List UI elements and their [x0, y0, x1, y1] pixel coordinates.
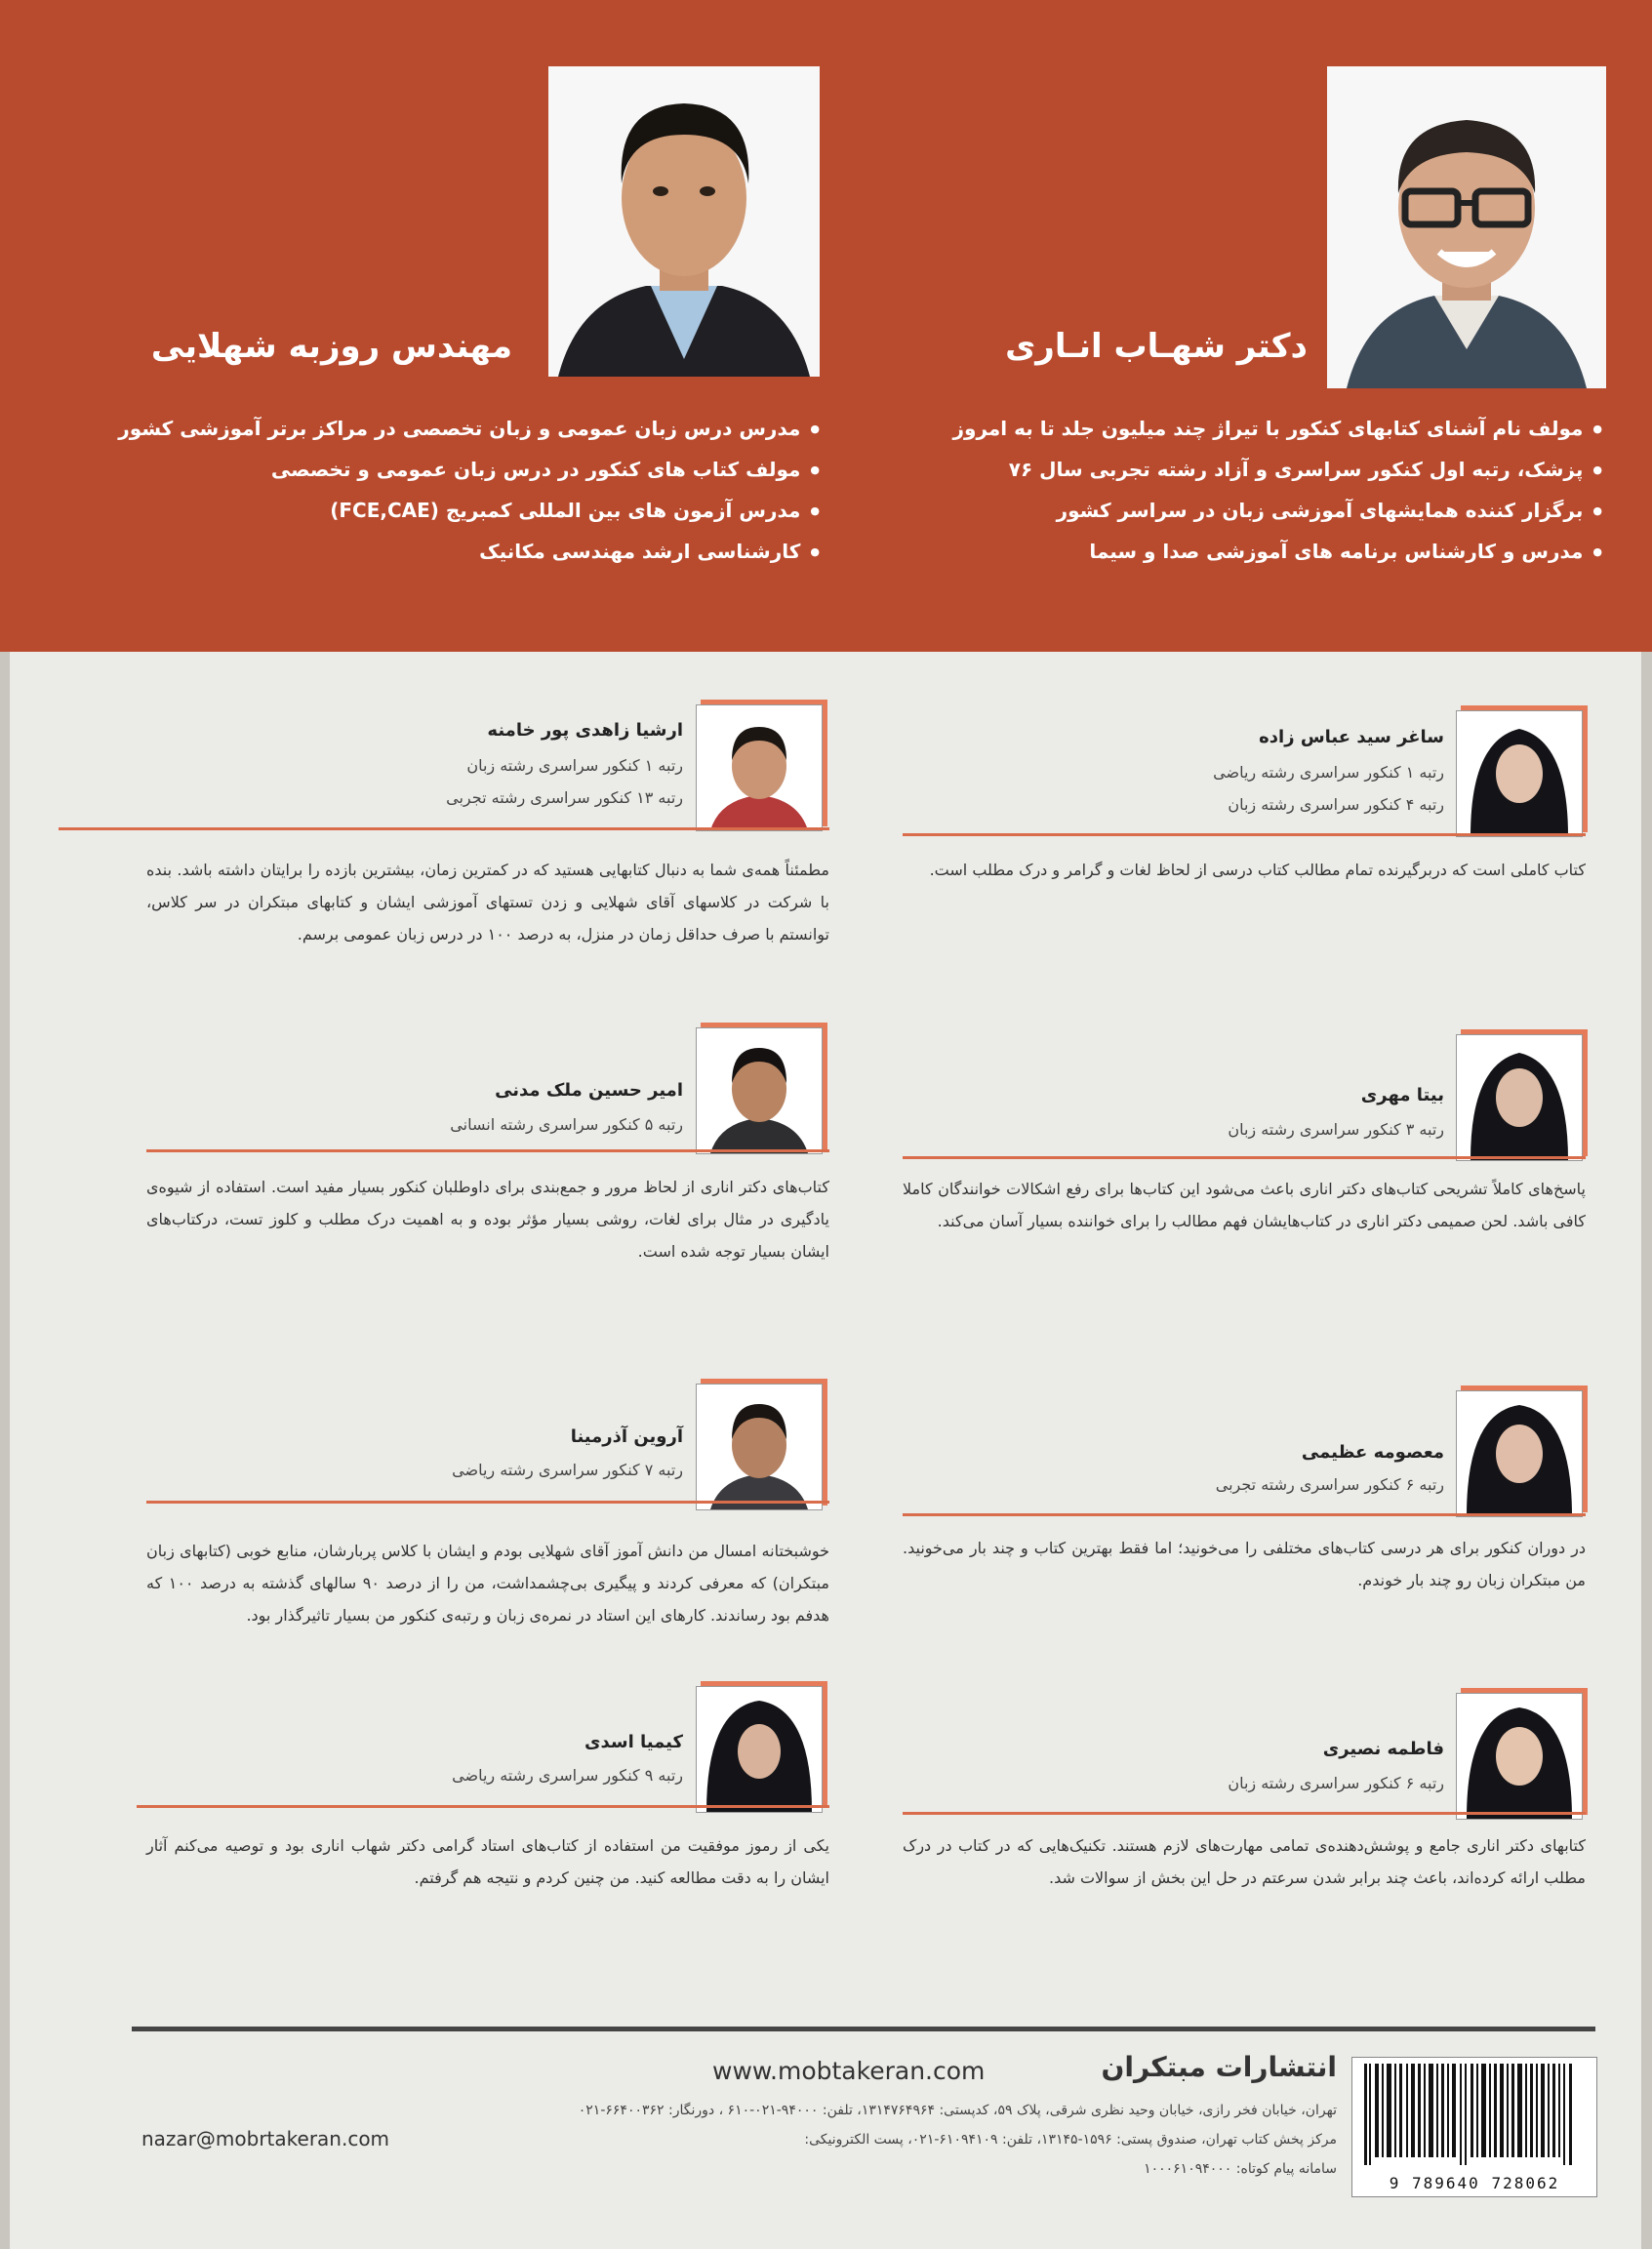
- student-saghar-photo: [1456, 710, 1583, 837]
- divider-line: [903, 1513, 1586, 1516]
- hijab-portrait-icon: [1457, 1694, 1582, 1819]
- authors-section: [0, 0, 1652, 652]
- divider-line: [903, 1156, 1586, 1159]
- student-arshia-rank: رتبه ۱۳ کنکور سراسری رشته تجربی: [446, 788, 683, 807]
- student-bita-photo: [1456, 1034, 1583, 1161]
- distribution-info: مرکز پخش کتاب تهران، صندوق پستی: ۱۵۹۶-۱۳۱۴۵، تلفن: ۶۱۰۹۴۱۰۹-۰۲۱، پست الکترونیکی:: [804, 2132, 1337, 2148]
- student-saghar-rank: رتبه ۱ کنکور سراسری رشته ریاضی: [1213, 763, 1444, 782]
- publisher-website-link[interactable]: www.mobtakeran.com: [712, 2057, 986, 2085]
- student-fatemeh-quote: کتابهای دکتر اناری جامع و پوشش‌دهنده‌ی تمامی مهارت‌های لازم هستند. تکنیک‌هایی که در کتاب در درک مطلب ارائه کرده‌اند، باعث چند برابر شدن سرعتم در حل این بخش از سوالات شد.: [903, 1836, 1586, 1887]
- divider-line: [137, 1805, 829, 1808]
- divider-line: [903, 833, 1586, 836]
- author-shahlaei-bullets: [59, 410, 820, 574]
- divider-line: [146, 1149, 829, 1152]
- author-shahlaei-portrait-icon: [548, 66, 820, 377]
- publisher-address: تهران، خیابان فخر رازی، خیابان وحید نظری شرقی، پلاک ۵۹، کدپستی: ۱۳۱۴۷۶۴۹۶۴، تلفن: ۹۴۰۰۰-۰۲۱-۶۱۰ ، دورنگار: ۶۶۴۰۰۳۶۲-۰۲۱: [578, 2103, 1337, 2118]
- student-kimia-name: کیمیا اسدی: [584, 1732, 683, 1752]
- student-amir-name: امیر حسین ملک مدنی: [495, 1080, 683, 1101]
- student-fatemeh-name: فاطمه نصیری: [1322, 1739, 1444, 1759]
- author-anari-bullets: [898, 410, 1602, 574]
- student-amir-quote: کتاب‌های دکتر اناری از لحاظ مرور و جمع‌بندی برای داوطلبان کنکور بسیار مفید است. استفاده از شیوه‌ی یادگیری در مثال برای لغات، روشی بسیار مؤثر بوده و به اهمیت درک مطلب و کلوز تست، درکتاب‌های ایشان بسیار توجه شده است.: [146, 1178, 829, 1261]
- author-shahlaei-photo: [548, 66, 820, 377]
- isbn-barcode: [1351, 2057, 1597, 2197]
- publisher-email-link[interactable]: nazar@mobrtakeran.com: [141, 2127, 390, 2150]
- student-masoumeh-name: معصومه عظیمی: [1301, 1442, 1444, 1463]
- student-kimia-quote: یکی از رموز موفقیت من استفاده از کتاب‌های استاد گرامی دکتر شهاب اناری بود و توصیه می‌کنم آثار ایشان را به دقت مطالعه کنید. من چنین کردم و نتیجه هم گرفتم.: [146, 1836, 829, 1887]
- isbn-number: 9 789640 728062: [1389, 2174, 1560, 2192]
- student-kimia-photo: [696, 1686, 823, 1813]
- student-arvin-rank: رتبه ۷ کنکور سراسری رشته ریاضی: [452, 1461, 683, 1479]
- author-anari-bullet: ● مولف نام آشنای کتابهای کنکور با تیراژ چند میلیون جلد تا به امروز: [898, 410, 1602, 451]
- student-fatemeh-photo: [1456, 1693, 1583, 1820]
- hijab-portrait-icon: [1457, 1035, 1582, 1160]
- author-shahlaei-name: مهندس روزبه شهلایی: [150, 327, 512, 366]
- author-anari-bullet: ● برگزار کننده همایشهای آموزشی زبان در سراسر کشور: [898, 492, 1602, 533]
- student-amir-rank: رتبه ۵ کنکور سراسری رشته انسانی: [450, 1115, 683, 1134]
- student-arshia-quote: مطمئناً همه‌ی شما به دنبال کتابهایی هستید که در کمترین زمان، بیشترین بازده را برایتان داشته باشد. بنده با شرکت در کلاسهای آقای شهلایی و زدن تستهای آموزشی ایشان و کتابهای مبتکران در سر کلاس، توانستم با صرف حداقل زمان در منزل، به درصد ۱۰۰ در درس زبان عمومی برسم.: [146, 861, 829, 944]
- divider-line: [903, 1812, 1586, 1815]
- author-shahlaei-bullet: ● کارشناسی ارشد مهندسی مکانیک: [59, 533, 820, 574]
- student-saghar-rank: رتبه ۴ کنکور سراسری رشته زبان: [1228, 795, 1444, 814]
- divider-line: [146, 1501, 829, 1504]
- student-arshia-name: ارشیا زاهدی پور خامنه: [487, 720, 683, 741]
- author-shahlaei-bullet: ● مولف کتاب های کنکور در درس زبان عمومی و تخصصی: [59, 451, 820, 492]
- barcode-icon: [1352, 2058, 1596, 2170]
- student-bita-name: بیتا مهری: [1360, 1085, 1444, 1105]
- student-masoumeh-photo: [1456, 1390, 1583, 1517]
- footer-divider: [132, 2027, 1595, 2031]
- student-bita-quote: پاسخ‌های کاملاً تشریحی کتاب‌های دکتر اناری باعث می‌شود این کتاب‌ها برای رفع اشکالات خوانندگان کاملا کافی باشد. لحن صمیمی دکتر اناری در کتاب‌هایشان فهم مطالب را برای خواننده بسیار آسان می‌کند.: [903, 1180, 1586, 1230]
- student-arvin-quote: خوشبختانه امسال من دانش آموز آقای شهلایی بودم و ایشان با کلاس پربارشان، منابع خوبی (کتابهای زبان مبتکران) که معرفی کردند و پیگیری بی‌چشمداشت، من را از درصد ۹۰ سالهای گذشته به درصد ۱۰۰ که هدفم بود رساندند. کارهای این استاد در نمره‌ی زبان و رتبه‌ی کنکور من بسیار تاثیرگذار بود.: [146, 1542, 829, 1625]
- student-arshia-photo: [696, 704, 823, 831]
- male-portrait-icon: [697, 1028, 822, 1153]
- author-anari-bullet: ● مدرس و کارشناس برنامه های آموزشی صدا و سیما: [898, 533, 1602, 574]
- author-anari-photo: [1327, 66, 1606, 388]
- student-amir-photo: [696, 1027, 823, 1154]
- student-fatemeh-rank: رتبه ۶ کنکور سراسری رشته زبان: [1228, 1774, 1444, 1792]
- student-saghar-quote: کتاب کاملی است که دربرگیرنده تمام مطالب کتاب درسی از لحاظ لغات و گرامر و درک مطلب است.: [929, 861, 1586, 879]
- student-arvin-photo: [696, 1384, 823, 1510]
- divider-line: [59, 827, 829, 830]
- male-portrait-icon: [697, 1385, 822, 1509]
- author-anari-portrait-icon: [1327, 66, 1606, 388]
- student-saghar-name: ساغر سید عباس زاده: [1259, 727, 1444, 747]
- author-anari-name: دکتر شهـاب انـاری: [1005, 327, 1308, 366]
- hijab-portrait-icon: [1457, 711, 1582, 836]
- student-arvin-name: آروین آذرمینا: [570, 1426, 683, 1447]
- hijab-portrait-icon: [697, 1687, 822, 1812]
- hijab-portrait-icon: [1457, 1391, 1582, 1516]
- student-arshia-rank: رتبه ۱ کنکور سراسری رشته زبان: [466, 756, 683, 775]
- author-shahlaei-bullet: ● مدرس آزمون های بین المللی کمبریج (FCE,CAE): [59, 492, 820, 533]
- student-masoumeh-quote: در دوران کنکور برای هر درسی کتاب‌های مختلفی را می‌خونید؛ اما فقط بهترین کتاب و چند بار می‌خونید. من مبتکران زبان رو چند بار خوندم.: [903, 1539, 1586, 1589]
- student-masoumeh-rank: رتبه ۶ کنکور سراسری رشته تجربی: [1215, 1475, 1444, 1494]
- student-bita-rank: رتبه ۳ کنکور سراسری رشته زبان: [1228, 1120, 1444, 1139]
- author-anari-bullet: ● پزشک، رتبه اول کنکور سراسری و آزاد رشته تجربی سال ۷۶: [898, 451, 1602, 492]
- sms-number: سامانه پیام کوتاه: ۱۰۰۰۶۱۰۹۴۰۰۰: [1144, 2161, 1337, 2177]
- author-shahlaei-bullet: ● مدرس درس زبان عمومی و زبان تخصصی در مراکز برتر آموزشی کشور: [59, 410, 820, 451]
- student-kimia-rank: رتبه ۹ کنکور سراسری رشته ریاضی: [452, 1766, 683, 1785]
- publisher-name: انتشارات مبتکران: [1101, 2051, 1337, 2083]
- male-portrait-icon: [697, 705, 822, 830]
